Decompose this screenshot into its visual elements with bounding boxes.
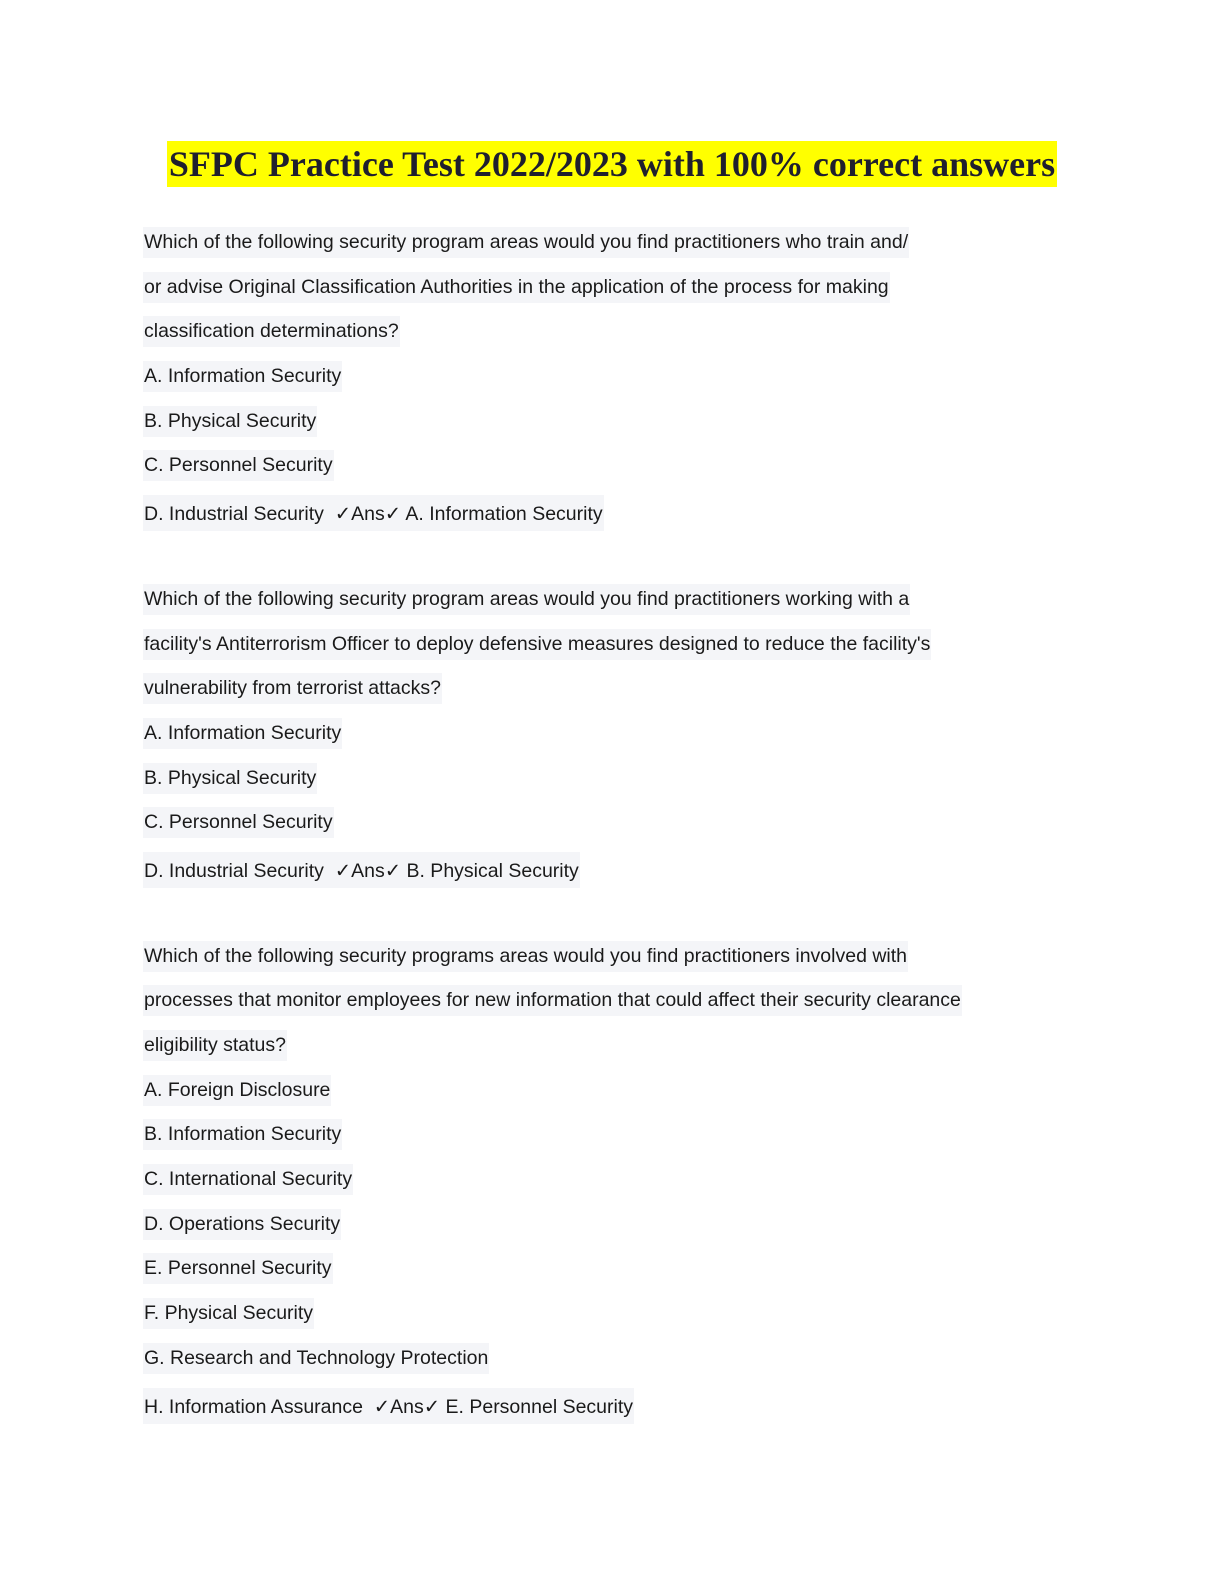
question-line (143, 227, 1043, 272)
option-line (143, 763, 1043, 808)
option-text: C. Personnel Security (143, 450, 334, 481)
answer-text: E. Personnel Security (445, 1395, 634, 1418)
option-with-answer (143, 1388, 634, 1424)
option-line (143, 450, 1043, 495)
last-option-text: D. Industrial Security (144, 859, 324, 882)
answer-line (143, 495, 1043, 540)
question-text: processes that monitor employees for new information that could affect their security clearance (143, 985, 962, 1016)
answer-label: Ans (351, 859, 385, 882)
option-line (143, 406, 1043, 451)
question-text: Which of the following security program areas would you find practitioners working with a (143, 584, 910, 615)
question-text: vulnerability from terrorist attacks? (143, 673, 442, 704)
option-text: A. Information Security (143, 718, 342, 749)
option-line (143, 1164, 1043, 1209)
question-line (143, 1030, 1043, 1075)
option-text: E. Personnel Security (143, 1253, 333, 1284)
option-text: F. Physical Security (143, 1298, 314, 1329)
option-line (143, 1209, 1043, 1254)
answer-text: A. Information Security (405, 503, 603, 526)
answer-label: Ans (351, 503, 385, 526)
questions-container (143, 227, 1043, 1476)
option-line (143, 1343, 1043, 1388)
question-line (143, 985, 1043, 1030)
question-text: Which of the following security program areas would you find practitioners who train and/ (143, 227, 909, 258)
option-text: A. Foreign Disclosure (143, 1075, 331, 1106)
question-line (143, 941, 1043, 986)
option-line (143, 718, 1043, 763)
option-text: B. Physical Security (143, 406, 317, 437)
checkmark-icon: ✓ (384, 858, 402, 882)
question-block-1 (143, 227, 1043, 540)
last-option-text: H. Information Assurance (144, 1395, 363, 1418)
option-text: C. Personnel Security (143, 807, 334, 838)
option-line (143, 1119, 1043, 1164)
question-text: Which of the following security programs areas would you find practitioners involved with (143, 941, 908, 972)
checkmark-icon: ✓ (423, 1394, 441, 1418)
question-block-2 (143, 584, 1043, 897)
answer-line (143, 1388, 1043, 1433)
option-text: B. Information Security (143, 1119, 342, 1150)
option-line (143, 1253, 1043, 1298)
option-line (143, 1075, 1043, 1120)
last-option-text: D. Industrial Security (144, 503, 324, 526)
answer-text: B. Physical Security (406, 859, 579, 882)
answer-label: Ans (390, 1395, 424, 1418)
checkmark-icon: ✓ (334, 858, 352, 882)
answer-line (143, 852, 1043, 897)
question-text: classification determinations? (143, 316, 400, 347)
option-text: C. International Security (143, 1164, 353, 1195)
question-line (143, 272, 1043, 317)
question-line (143, 673, 1043, 718)
option-with-answer (143, 852, 580, 888)
title-container (0, 141, 1224, 187)
checkmark-icon: ✓ (334, 502, 352, 526)
checkmark-icon: ✓ (384, 502, 402, 526)
option-text: B. Physical Security (143, 763, 317, 794)
page-title: SFPC Practice Test 2022/2023 with 100% correct answers (167, 141, 1057, 187)
question-line (143, 316, 1043, 361)
option-text: G. Research and Technology Protection (143, 1343, 489, 1374)
question-text: eligibility status? (143, 1030, 287, 1061)
option-line (143, 807, 1043, 852)
question-text: or advise Original Classification Authorities in the application of the process for making (143, 272, 890, 303)
option-with-answer (143, 495, 604, 531)
question-line (143, 629, 1043, 674)
question-block-3 (143, 941, 1043, 1433)
checkmark-icon: ✓ (373, 1394, 391, 1418)
question-text: facility's Antiterrorism Officer to deploy defensive measures designed to reduce the facility's (143, 629, 931, 660)
question-line (143, 584, 1043, 629)
option-text: D. Operations Security (143, 1209, 341, 1240)
option-line (143, 361, 1043, 406)
option-text: A. Information Security (143, 361, 342, 392)
option-line (143, 1298, 1043, 1343)
